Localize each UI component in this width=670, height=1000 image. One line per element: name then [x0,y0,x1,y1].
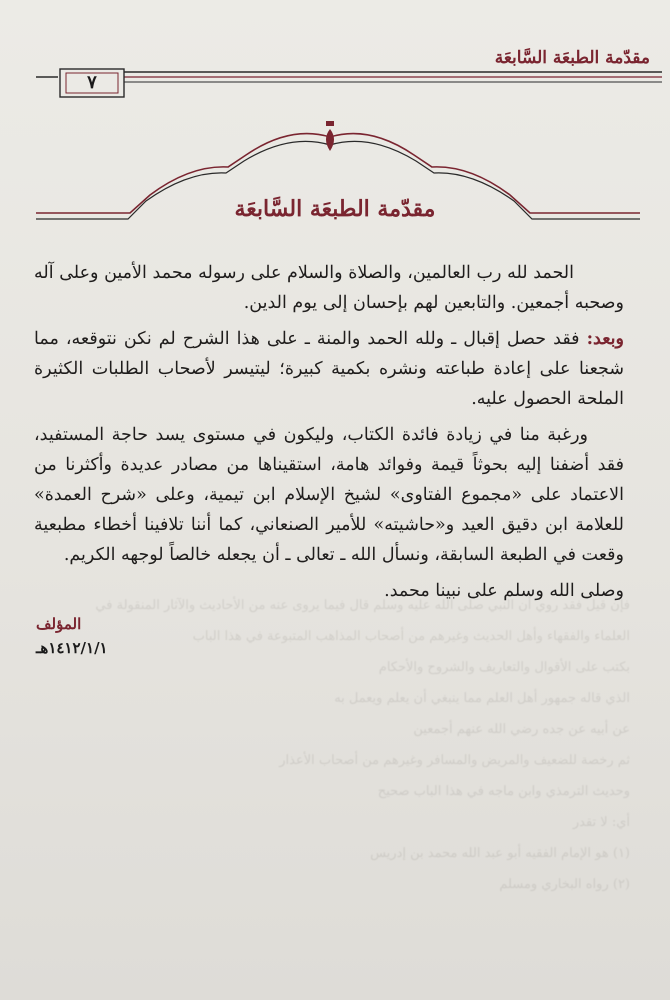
paragraph-text: فقد حصل إقبال ـ ولله الحمد والمنة ـ على هذا الشرح لم نكن نتوقعه، مما شجعنا على إعادة طباعته ونشره بكمية كبيرة؛ ليتيسر لأصحاب الطلبات الكثيرة الملحة الحصول عليه. [34,329,624,409]
paragraph-wabaad [34,324,624,414]
signature-block [36,612,108,660]
author-label: المؤلف [36,615,82,633]
paragraph-lead: وبعد: [586,329,624,349]
section-title: مقدّمة الطبعَة السَّابعَة [234,196,436,222]
bleed-through-text: فإن قيل فقد روي أن النبي صلى الله عليه وسلم قال فيما يروى عنه من الأحاديث والآثار المنقولة في العلماء والفقهاء وأهل الحديث وغيرهم من أصحاب المذاهب المتبوعة في هذا الباب بكتب على الأقوال والتعاريف والشروح والأحكام الذي قاله جمهور أهل العلم مما ينبغي أن يعلم ويعمل به عن أبيه عن جده رضي الله عنهم أجمعين ثم رخصة للضعيف والمريض والمسافر وغيرهم من أصحاب الأعذار وحديث الترمذي وابن ماجه في هذا الباب صحيح أي: لا تقدر (١) هو الإمام الفقيه أبو عبد الله محمد بن إدريس (٢) رواه البخاري ومسلم [95,598,630,892]
finial-ornament [326,121,334,151]
paragraph-additions: ورغبة منا في زيادة فائدة الكتاب، وليكون في مستوى يسد حاجة المستفيد، فقد أضفنا إليه بحوثاً قيمة وفوائد هامة، استقيناها من مصادر عديدة وأكثرنا من الاعتماد على «مجموع الفتاوى» لشيخ الإسلام ابن تيمية، وعلى «شرح العمدة» للعلامة ابن دقيق العيد و«حاشيته» للأمير الصنعاني، كما أننا تلافينا أخطاء مطبعية وقعت في الطبعة السابقة، ونسأل الله ـ تعالى ـ أن يجعله خالصاً لوجهه الكريم. [34,425,624,565]
page-number: ٧ [87,72,97,93]
paragraph-opening: الحمد لله رب العالمين، والصلاة والسلام على رسوله محمد الأمين وعلى آله وصحبه أجمعين. والتابعين لهم بإحسان إلى يوم الدين. [34,263,624,313]
running-title: مقدّمة الطبعَة السَّابعَة [494,48,650,68]
body-text [34,258,624,612]
date-text: ١٤١٢/١/١هـ [36,639,108,657]
paragraph-closing: وصلى الله وسلم على نبينا محمد. [384,581,624,601]
